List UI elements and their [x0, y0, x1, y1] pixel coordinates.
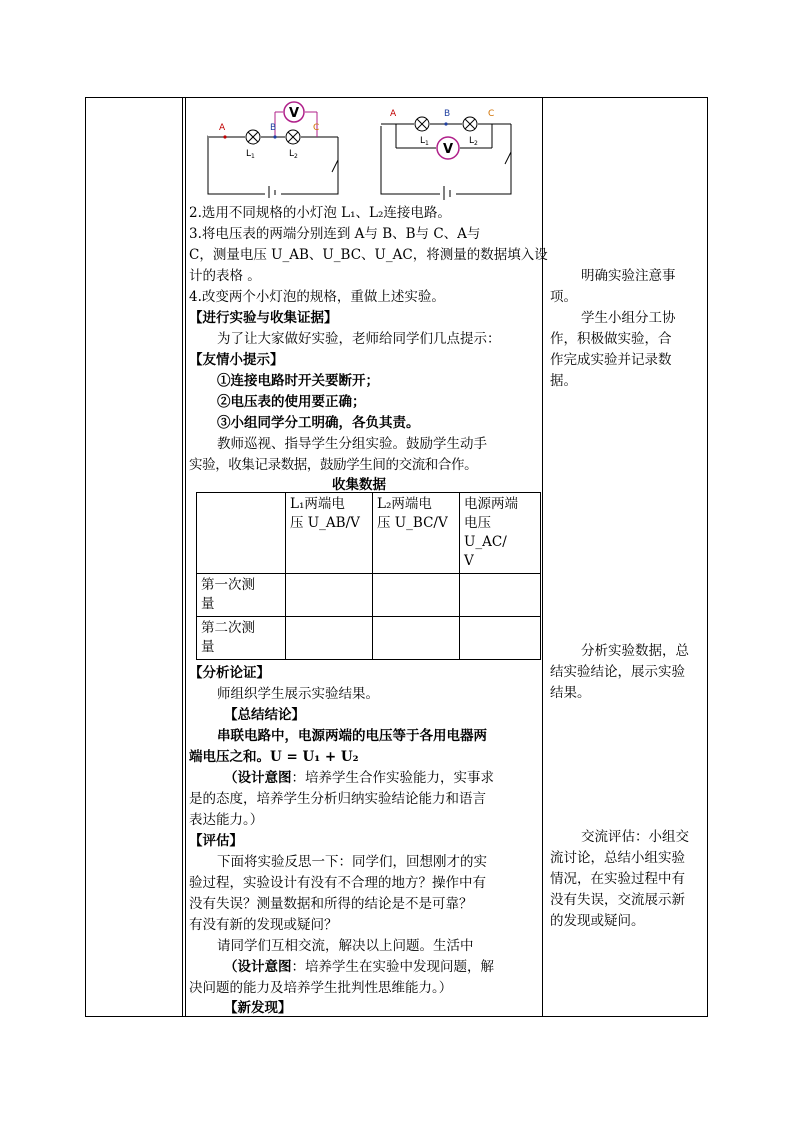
conclusion-heading: 【总结结论】: [224, 707, 305, 723]
evaluation-line-5: 请同学们互相交流，解决以上问题。生活中: [217, 938, 474, 954]
conclusion-line-1: 串联电路中，电源两端的电压等于各用电器两: [217, 728, 487, 744]
column-divider: [185, 98, 186, 1016]
circuit-diagram-1: [205, 98, 345, 198]
design-intent-1-line-2: 是的态度，培养学生分析归纳实验结论能力和语言: [189, 791, 486, 807]
evaluation-heading: 【评估】: [189, 833, 243, 849]
note-4-line-4: 没有失误，交流展示新: [550, 892, 685, 908]
new-discovery-heading: 【新发现】: [224, 1000, 292, 1016]
point-c-label: C: [313, 123, 320, 133]
table-cell[interactable]: [373, 574, 460, 617]
evaluation-line-4: 有没有新的发现或疑问？: [189, 917, 338, 933]
table-caption: 收集数据: [332, 477, 386, 493]
analysis-heading: 【分析论证】: [189, 665, 270, 681]
header-l2-voltage: L₂两端电 压 U_BC/V: [373, 493, 460, 574]
step-4: 4.改变两个小灯泡的规格，重做上述实验。: [189, 289, 445, 305]
table-corner-cell: [197, 493, 286, 574]
evaluation-line-1: 下面将实验反思一下：同学们，回想刚才的实: [217, 854, 487, 870]
column-divider: [182, 98, 183, 1016]
note-4-line-5: 的发现或疑问。: [550, 913, 645, 929]
data-table: [196, 492, 541, 660]
experiment-heading: 【进行实验与收集证据】: [189, 310, 338, 326]
tip-1: ①连接电路时开关要断开；: [217, 373, 379, 389]
table-cell[interactable]: [286, 574, 373, 617]
design-intent-1-line-1: （设计意图：培养学生合作实验能力，实事求: [224, 770, 494, 786]
note-3-line-2: 结实验结论，展示实验: [550, 664, 685, 680]
note-4-line-3: 情况，在实验过程中有: [550, 871, 685, 887]
step-3-line-1: 3.将电压表的两端分别连到 A与 B、B与 C、A与: [189, 226, 481, 242]
row-label-second-measurement: 第二次测 量: [197, 617, 286, 660]
table-cell[interactable]: [460, 617, 541, 660]
analysis-line: 师组织学生展示实验结果。: [217, 686, 379, 702]
note-1-line-1: 明确实验注意事: [581, 268, 676, 284]
note-2-line-2: 作，积极做实验，合: [550, 331, 672, 347]
tip-3: ③小组同学分工明确，各负其责。: [217, 415, 420, 431]
row-label-first-measurement: 第一次测 量: [197, 574, 286, 617]
tip-2: ②电压表的使用要正确；: [217, 394, 366, 410]
note-4-line-2: 流讨论，总结小组实验: [550, 850, 685, 866]
point-a-label: A: [390, 109, 397, 119]
lamp-l2-label: $L_2$: [469, 136, 478, 147]
lamp-l1-label: $L_1$: [246, 149, 255, 160]
guide-line-1: 教师巡视、指导学生分组实验。鼓励学生动手: [217, 436, 487, 452]
header-l1-voltage: L₁两端电 压 U_AB/V: [286, 493, 373, 574]
design-intent-1-line-3: 表达能力。）: [189, 812, 264, 828]
note-3-line-3: 结果。: [550, 685, 591, 701]
step-3-line-3: 计的表格 。: [189, 268, 261, 284]
evaluation-line-3: 没有失误？测量数据和所得的结论是不是可靠？: [189, 896, 473, 912]
lamp-l1-label: $L_1$: [420, 136, 429, 147]
point-a-label: A: [219, 123, 226, 133]
column-divider: [542, 98, 543, 1016]
header-source-voltage: 电源两端 电压 U_AC/ V: [460, 493, 541, 574]
note-2-line-1: 学生小组分工协: [581, 310, 676, 326]
point-c-label: C: [488, 109, 495, 119]
table-cell[interactable]: [373, 617, 460, 660]
note-2-line-4: 据。: [550, 373, 577, 389]
note-4-line-1: 交流评估：小组交: [581, 829, 689, 845]
table-cell[interactable]: [460, 574, 541, 617]
design-intent-2-line-2: 决问题的能力及培养学生批判性思维能力。）: [189, 980, 453, 996]
note-3-line-1: 分析实验数据，总: [581, 643, 689, 659]
step-3-line-2: C，测量电压 U_AB、U_BC、U_AC，将测量的数据填入设: [189, 247, 548, 263]
lamp-l2-label: $L_2$: [289, 149, 298, 160]
voltmeter-label: V: [289, 106, 300, 121]
point-b-label: B: [444, 109, 451, 119]
table-cell[interactable]: [286, 617, 373, 660]
note-1-line-2: 项。: [550, 289, 577, 305]
voltmeter-label: V: [443, 142, 454, 157]
tips-heading: 【友情小提示】: [189, 352, 284, 368]
point-b-label: B: [270, 123, 277, 133]
circuit-diagram-2: [378, 102, 518, 202]
note-2-line-3: 作完成实验并记录数: [550, 352, 672, 368]
step-2: 2.选用不同规格的小灯泡 L₁、L₂连接电路。: [189, 205, 451, 221]
guide-line-2: 实验，收集记录数据，鼓励学生间的交流和合作。: [189, 457, 478, 473]
conclusion-line-2: 端电压之和。U = U₁ + U₂: [189, 749, 359, 765]
experiment-intro: 为了让大家做好实验，老师给同学们几点提示：: [217, 331, 501, 347]
design-intent-2-line-1: （设计意图：培养学生在实验中发现问题，解: [224, 959, 494, 975]
evaluation-line-2: 验过程，实验设计有没有不合理的地方？操作中有: [189, 875, 486, 891]
